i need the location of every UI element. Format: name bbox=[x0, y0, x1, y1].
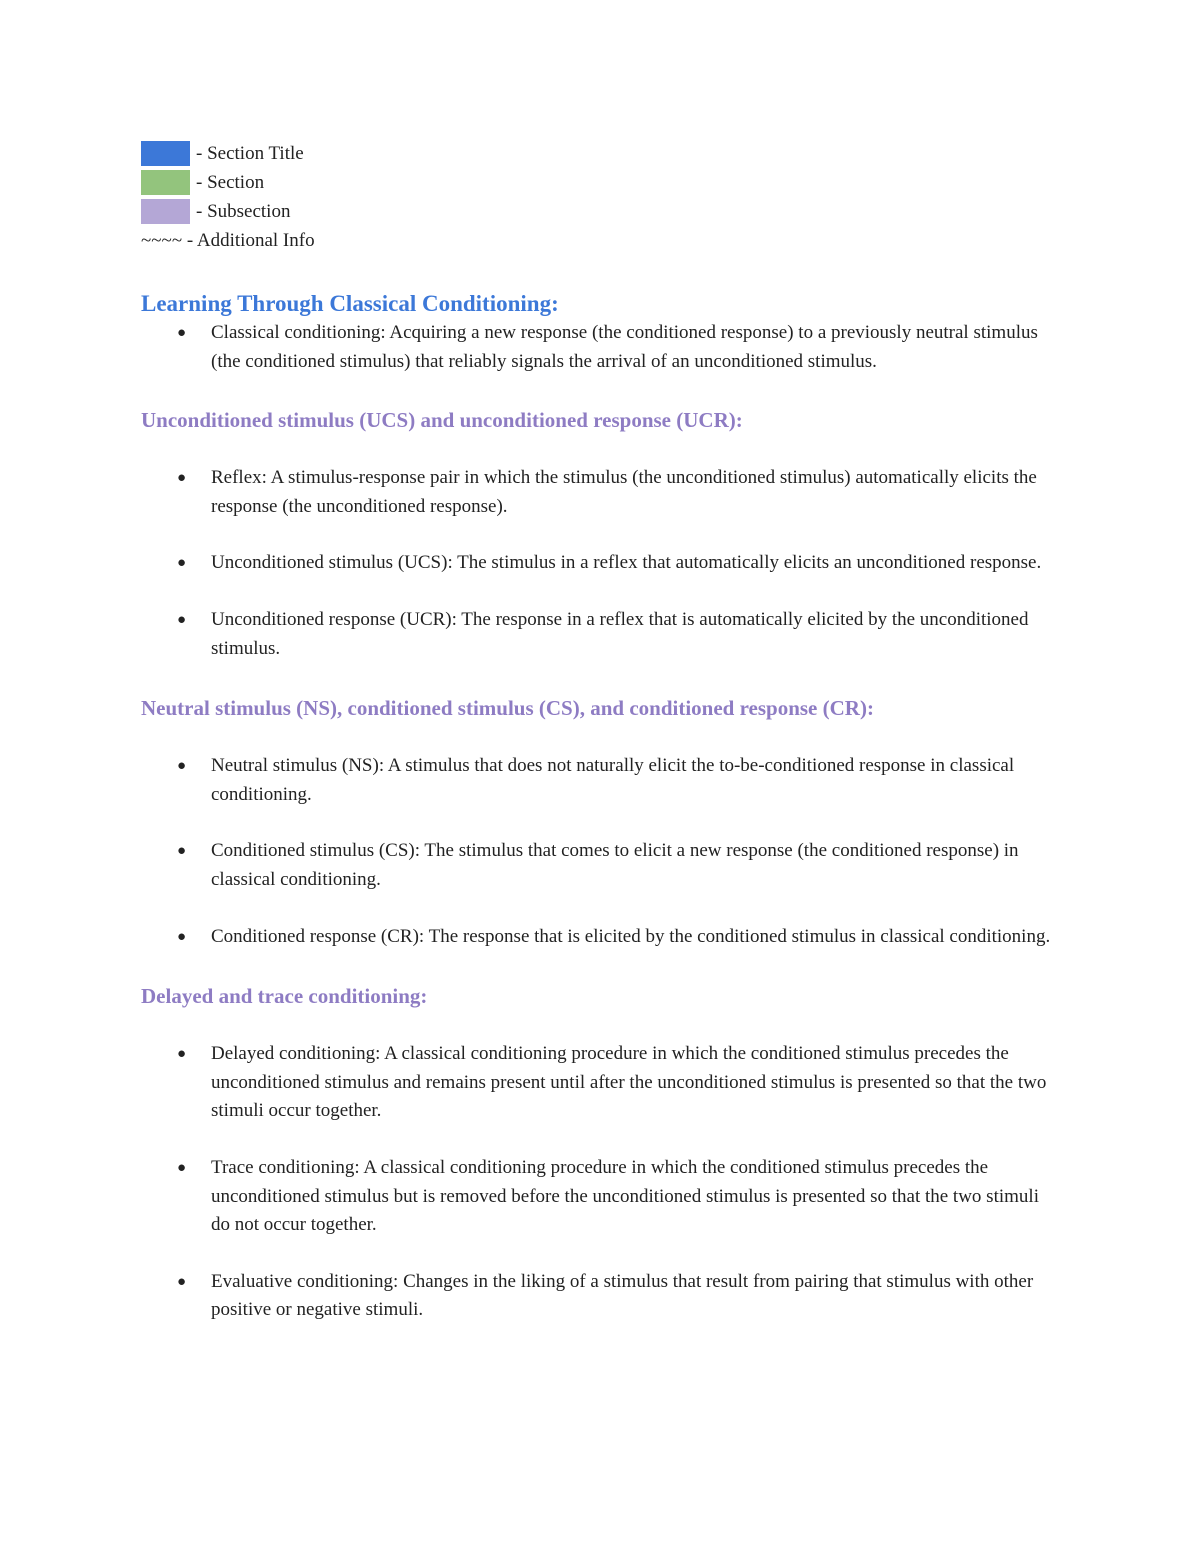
section-swatch bbox=[141, 170, 190, 195]
list-item-text: Classical conditioning: Acquiring a new response (the conditioned response) to a previously neutral stimulus (the conditioned stimulus) that reliably signals the arrival of an unconditioned stimulus. bbox=[211, 322, 1038, 372]
bullet-icon: ● bbox=[177, 325, 187, 341]
legend-item-additional-info bbox=[141, 226, 1061, 255]
list-item bbox=[141, 1268, 1061, 1325]
bullet-icon: ● bbox=[177, 843, 187, 860]
subsection-list bbox=[141, 464, 1061, 663]
list-item bbox=[141, 837, 1061, 894]
subsection-swatch bbox=[141, 199, 190, 224]
intro-list bbox=[141, 319, 1061, 376]
subsection-heading: Unconditioned stimulus (UCS) and unconditioned response (UCR): bbox=[141, 408, 743, 433]
legend-label: - Section bbox=[196, 172, 265, 193]
list-item-text: Conditioned response (CR): The response that is elicited by the conditioned stimulus in classical conditioning. bbox=[211, 925, 1051, 947]
list-item-text: Trace conditioning: A classical conditioning procedure in which the conditioned stimulus precedes the unconditioned stimulus but is removed before the unconditioned stimulus is presented so that the two stimuli do not occur together. bbox=[211, 1156, 1039, 1236]
bullet-icon: ● bbox=[177, 758, 187, 775]
subsection-list bbox=[141, 752, 1061, 951]
bullet-icon: ● bbox=[177, 1159, 187, 1176]
list-item-text: Unconditioned stimulus (UCS): The stimulus in a reflex that automatically elicits an unconditioned response. bbox=[211, 552, 1042, 574]
list-item-text: Neutral stimulus (NS): A stimulus that does not naturally elicit the to-be-conditioned response in classical conditioning. bbox=[211, 755, 1015, 805]
list-item-text: Delayed conditioning: A classical conditioning procedure in which the conditioned stimulus precedes the unconditioned stimulus and remains present until after the unconditioned stimulus is presented so that the two stimuli occur together. bbox=[211, 1043, 1047, 1122]
bullet-icon: ● bbox=[177, 1046, 187, 1063]
legend-label: - Subsection bbox=[196, 201, 291, 222]
legend-item-subsection bbox=[141, 197, 1061, 226]
bullet-icon: ● bbox=[177, 611, 187, 628]
subsection-list bbox=[141, 1040, 1061, 1325]
list-item bbox=[141, 1154, 1061, 1240]
list-item bbox=[141, 549, 1061, 578]
bullet-icon: ● bbox=[177, 470, 187, 487]
legend-item-section-title bbox=[141, 139, 1061, 168]
list-item bbox=[141, 319, 1061, 376]
list-item bbox=[141, 464, 1061, 521]
section-title: Learning Through Classical Conditioning: bbox=[141, 291, 559, 316]
list-item-text: Reflex: A stimulus-response pair in which the stimulus (the unconditioned stimulus) automatically elicits the response (the unconditioned response). bbox=[211, 467, 1037, 517]
list-item bbox=[141, 1040, 1061, 1126]
list-item bbox=[141, 752, 1061, 809]
color-legend bbox=[141, 139, 1061, 255]
list-item-text: Unconditioned response (UCR): The response in a reflex that is automatically elicited by the unconditioned stimulus. bbox=[211, 608, 1029, 659]
document-page bbox=[141, 139, 1061, 1325]
bullet-icon: ● bbox=[177, 555, 187, 572]
legend-item-section bbox=[141, 168, 1061, 197]
subsection-heading: Neutral stimulus (NS), conditioned stimulus (CS), and conditioned response (CR): bbox=[141, 696, 874, 721]
section-title-swatch bbox=[141, 141, 190, 166]
legend-label: ~~~~ - Additional Info bbox=[141, 230, 315, 251]
list-item bbox=[141, 606, 1061, 663]
legend-label: - Section Title bbox=[196, 143, 304, 164]
bullet-icon: ● bbox=[177, 1273, 187, 1290]
subsection-heading: Delayed and trace conditioning: bbox=[141, 984, 428, 1009]
list-item-text: Conditioned stimulus (CS): The stimulus that comes to elicit a new response (the conditioned response) in classical conditioning. bbox=[211, 840, 1019, 890]
bullet-icon: ● bbox=[177, 928, 187, 945]
list-item-text: Evaluative conditioning: Changes in the liking of a stimulus that result from pairing that stimulus with other positive or negative stimuli. bbox=[211, 1270, 1034, 1321]
list-item bbox=[141, 923, 1061, 952]
